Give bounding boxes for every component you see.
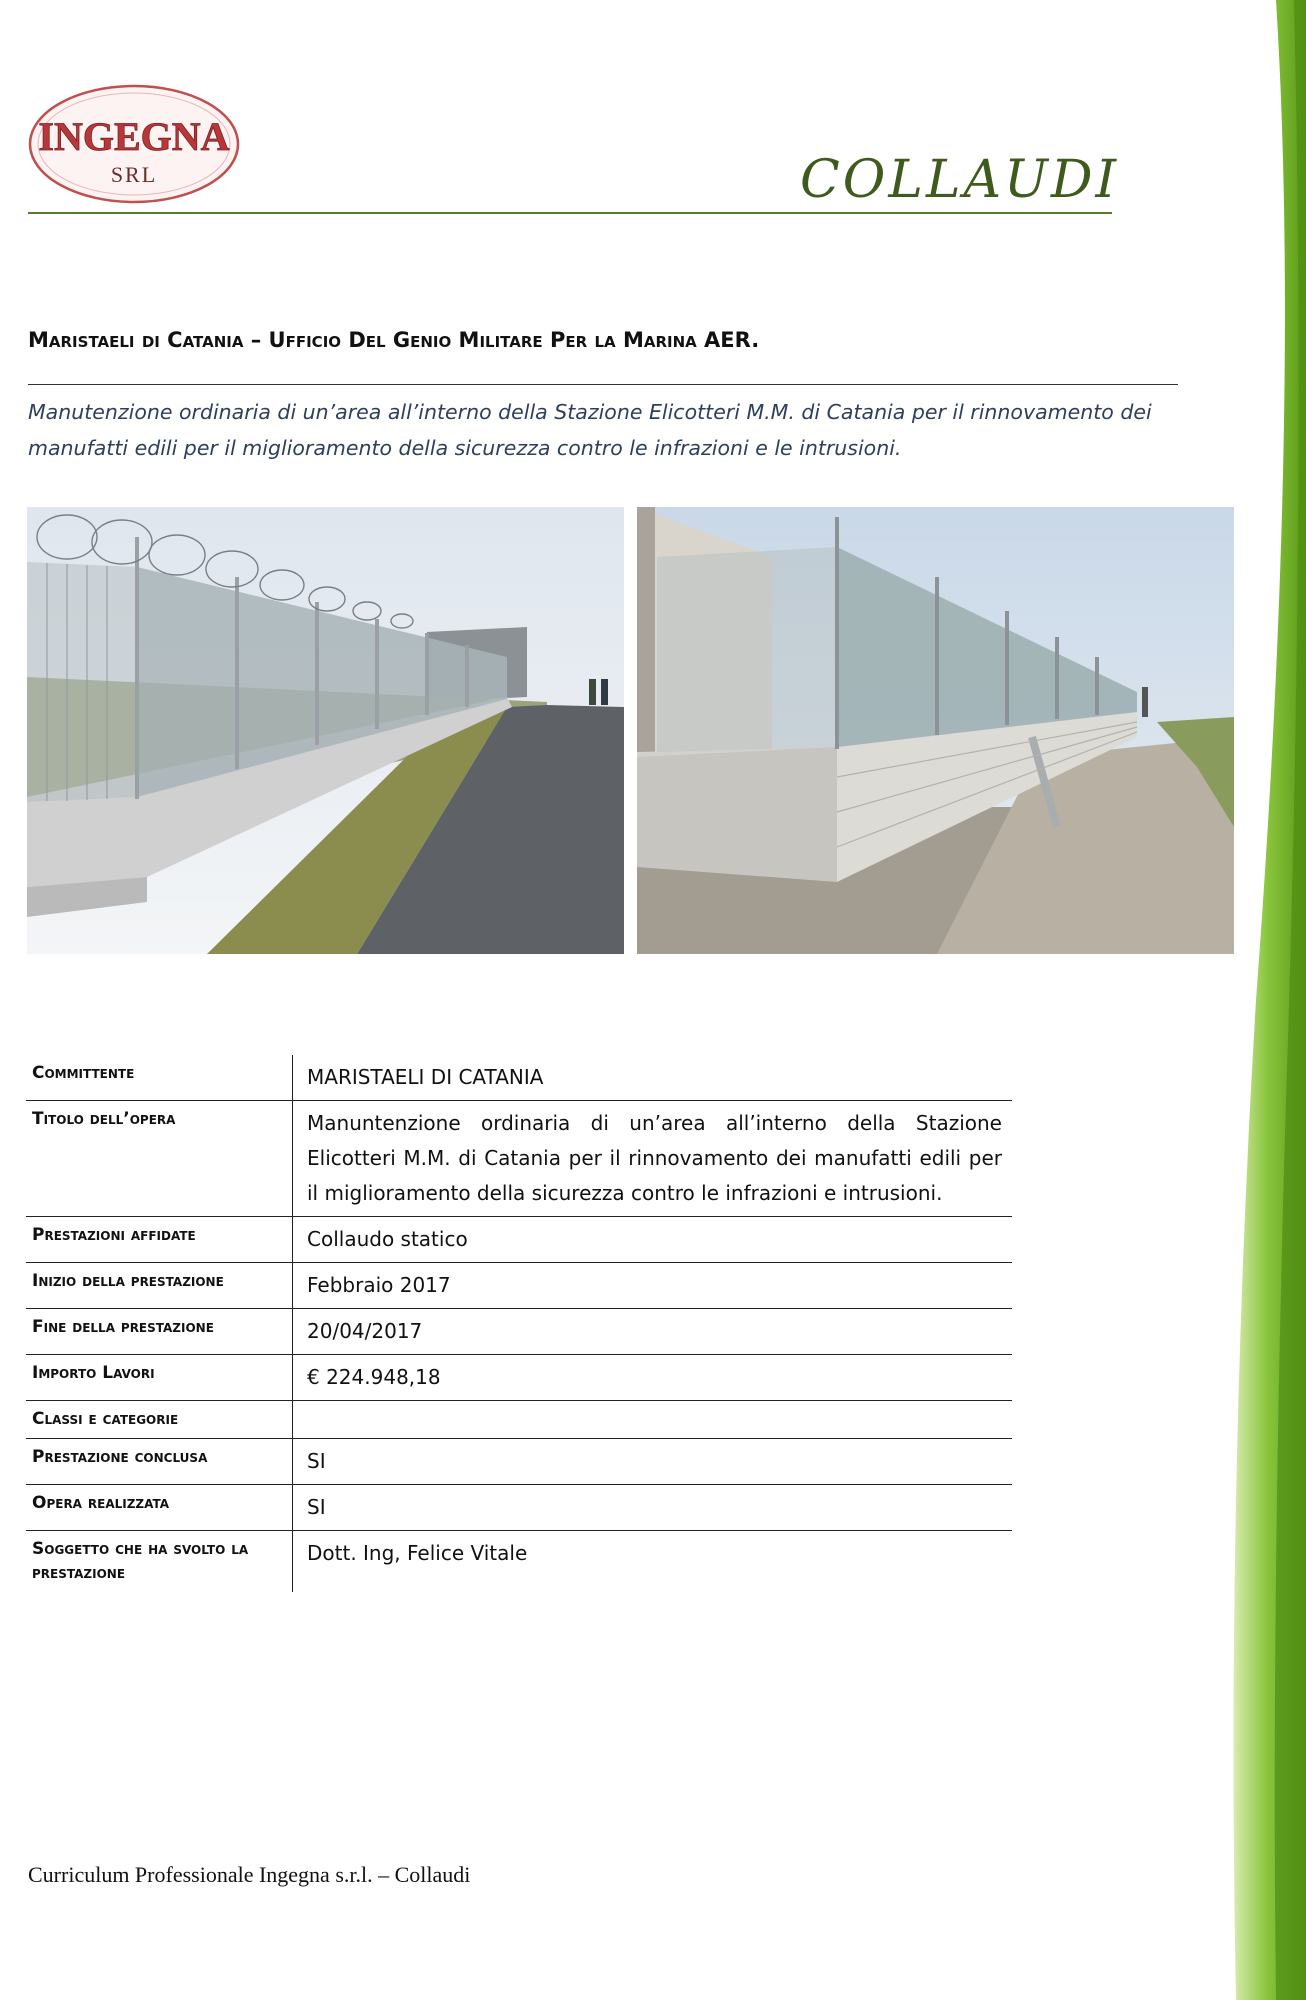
row-label: Inizio della prestazione — [26, 1263, 293, 1309]
header-divider — [28, 212, 1112, 214]
footer-text: Curriculum Professionale Ingegna s.r.l. – Collaudi — [28, 1862, 471, 1887]
fence-photo-right — [637, 507, 1234, 954]
table-row — [26, 1531, 1012, 1593]
table-row — [26, 1439, 1012, 1485]
row-label: Prestazioni affidate — [26, 1217, 293, 1263]
row-value: MARISTAELI DI CATANIA — [307, 1065, 544, 1089]
org-title: Maristaeli di Catania – Ufficio Del Genio Militare Per la Marina AER. — [28, 328, 760, 352]
row-label: Committente — [26, 1055, 293, 1101]
section-title: COLLAUDI — [800, 150, 1120, 210]
project-subtitle: Manutenzione ordinaria di un’area all’interno della Stazione Elicotteri M.M. di Catania per il rinnovamento dei manufatti edili per il miglioramento della sicurezza contro le infrazioni e le intrusioni. — [28, 400, 1152, 460]
row-label: Classi e categorie — [26, 1401, 293, 1439]
table-row — [26, 1101, 1012, 1217]
table-row — [26, 1309, 1012, 1355]
company-logo — [26, 82, 242, 206]
table-row — [26, 1485, 1012, 1531]
row-value: Manuntenzione ordinaria di un’area all’interno della Stazione Elicotteri M.M. di Catania per il rinnovamento dei manufatti edili per il miglioramento della sicurezza contro le infrazioni e intrusioni. — [307, 1111, 1002, 1205]
table-row — [26, 1055, 1012, 1101]
table-row — [26, 1355, 1012, 1401]
table-row — [26, 1401, 1012, 1439]
row-value: Dott. Ing, Felice Vitale — [307, 1541, 528, 1565]
row-value: 20/04/2017 — [307, 1319, 423, 1343]
row-label: Titolo dell’opera — [26, 1101, 293, 1217]
row-label: Fine della prestazione — [26, 1309, 293, 1355]
row-value: SI — [307, 1449, 326, 1473]
decorative-green-stripe — [1216, 0, 1306, 2000]
row-value: Febbraio 2017 — [307, 1273, 451, 1297]
project-info-table — [26, 1055, 1012, 1592]
title-divider — [28, 384, 1178, 385]
table-row — [26, 1263, 1012, 1309]
row-label: Opera realizzata — [26, 1485, 293, 1531]
row-label: Soggetto che ha svolto la prestazione — [26, 1531, 293, 1593]
row-value: Collaudo statico — [307, 1227, 468, 1251]
row-value — [293, 1401, 1013, 1439]
table-row — [26, 1217, 1012, 1263]
logo-sub: SRL — [110, 162, 158, 187]
row-label: Importo Lavori — [26, 1355, 293, 1401]
row-value: € 224.948,18 — [307, 1365, 441, 1389]
row-value: SI — [307, 1495, 326, 1519]
logo-name: INGEGNA — [38, 114, 230, 159]
fence-photo-left — [27, 507, 624, 954]
row-label: Prestazione conclusa — [26, 1439, 293, 1485]
